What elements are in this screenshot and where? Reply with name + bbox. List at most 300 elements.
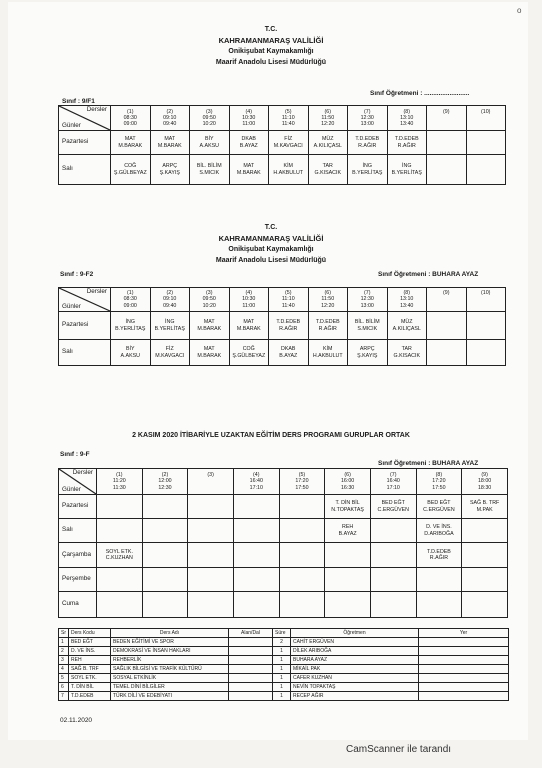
period-header-cell bbox=[416, 469, 462, 495]
period-start-time: 17:20 bbox=[432, 478, 446, 485]
school-header-2 bbox=[0, 222, 542, 266]
lesson-teacher: Ş.KAYIŞ bbox=[357, 352, 378, 359]
period-header-row bbox=[59, 288, 506, 312]
corner-mark: o bbox=[517, 6, 522, 15]
legend-row bbox=[59, 656, 509, 665]
corner-gunler-label: Günler bbox=[62, 121, 81, 129]
class-label-f2: Sınıf : 9-F2 bbox=[60, 271, 94, 278]
document-date: 02.11.2020 bbox=[60, 717, 93, 724]
lesson-teacher: B.AYAZ bbox=[239, 142, 258, 149]
period-end-time: 13:40 bbox=[400, 302, 414, 309]
legend-teacher: CAFER KUZHAN bbox=[291, 674, 419, 683]
day-name-cell: Çarşamba bbox=[59, 543, 97, 568]
lesson-teacher: M.BARAK bbox=[197, 325, 222, 332]
schedule-table-remote bbox=[58, 468, 508, 618]
lesson-cell bbox=[190, 155, 230, 185]
lesson-cell bbox=[150, 155, 190, 185]
lesson-cell bbox=[348, 155, 388, 185]
day-row bbox=[59, 592, 508, 618]
period-header-cell bbox=[462, 469, 508, 495]
legend-alan bbox=[229, 638, 273, 647]
legend-row bbox=[59, 638, 509, 647]
period-start-time: 18:00 bbox=[477, 478, 492, 485]
day-name-cell: Salı bbox=[59, 519, 97, 543]
lesson-cell bbox=[370, 592, 416, 618]
period-end-time: 11:40 bbox=[281, 121, 295, 128]
period-header-cell bbox=[269, 106, 309, 131]
header-corner-cell bbox=[59, 288, 111, 312]
lesson-cell bbox=[348, 340, 388, 366]
period-start-time: 13:10 bbox=[400, 114, 414, 121]
lesson-cell bbox=[142, 519, 188, 543]
corner-dersler-label: Dersler bbox=[72, 469, 93, 476]
lesson-code: BİL. BİLİM bbox=[196, 163, 222, 170]
legend-place bbox=[419, 683, 509, 692]
lesson-code: MAT bbox=[124, 136, 136, 143]
legend-alan bbox=[229, 665, 273, 674]
legend-header-alan: Alan/Dal bbox=[229, 629, 273, 638]
lesson-cell bbox=[269, 340, 309, 366]
lesson-cell bbox=[308, 155, 348, 185]
day-row bbox=[59, 312, 506, 340]
period-start-time: 12:30 bbox=[360, 114, 374, 121]
lesson-code: İNG bbox=[362, 163, 372, 170]
period-header-cell bbox=[190, 106, 230, 131]
legend-header-kod: Ders Kodu bbox=[69, 629, 111, 638]
lesson-cell bbox=[325, 495, 371, 519]
lesson-teacher: G.KISACIK bbox=[314, 169, 341, 176]
period-start-time: 08:30 bbox=[123, 114, 137, 121]
legend-sr: 1 bbox=[59, 638, 69, 647]
period-header-cell bbox=[150, 106, 190, 131]
lesson-teacher: M.KAVGACI bbox=[273, 142, 303, 149]
legend-place bbox=[419, 665, 509, 674]
lesson-code: MAT bbox=[243, 163, 255, 170]
period-number: (6) bbox=[324, 108, 331, 115]
class-label-9f: Sınıf : 9-F bbox=[60, 451, 90, 458]
day-name-cell: Pazartesi bbox=[59, 495, 97, 519]
lesson-cell bbox=[325, 519, 371, 543]
lesson-code: MAT bbox=[203, 346, 215, 353]
lesson-cell bbox=[370, 495, 416, 519]
legend-teacher: RECEP AĞIR bbox=[291, 692, 419, 701]
lesson-code: SAĞ B. TRF bbox=[469, 500, 500, 507]
lesson-teacher: D.ARIBOĞA bbox=[424, 530, 454, 537]
period-start-time: 09:10 bbox=[163, 296, 177, 303]
period-number: (5) bbox=[298, 472, 306, 479]
lesson-cell bbox=[142, 592, 188, 618]
scanner-footer: CamScanner ile tarandı bbox=[346, 744, 452, 755]
legend-duration: 1 bbox=[273, 674, 291, 683]
period-number: (8) bbox=[435, 472, 443, 479]
period-end-time: 12:30 bbox=[158, 484, 172, 491]
period-start-time: 11:10 bbox=[281, 296, 295, 303]
period-number: (9) bbox=[443, 290, 450, 297]
period-number: (3) bbox=[207, 472, 214, 479]
period-end-time: 10:20 bbox=[202, 121, 216, 128]
period-number: (6) bbox=[344, 472, 351, 479]
legend-row bbox=[59, 647, 509, 656]
period-end-time: 18:30 bbox=[477, 484, 492, 491]
lesson-teacher: R.AĞIR bbox=[279, 325, 298, 332]
lesson-code: MÜZ bbox=[401, 319, 413, 326]
day-name-cell: Pazartesi bbox=[59, 312, 111, 340]
period-header-cell bbox=[150, 288, 190, 312]
lesson-cell bbox=[190, 340, 230, 366]
teacher-label-f1: Sınıf Öğretmeni : ......................... bbox=[370, 90, 470, 97]
day-row bbox=[59, 340, 506, 366]
period-start-time: 11:50 bbox=[321, 296, 335, 303]
legend-teacher: NEVİN TOPAKTAŞ bbox=[291, 683, 419, 692]
period-header-cell bbox=[308, 106, 348, 131]
lesson-cell bbox=[279, 519, 325, 543]
legend-code: BED EĞT bbox=[69, 638, 111, 647]
lesson-cell bbox=[348, 312, 388, 340]
lesson-cell bbox=[387, 155, 427, 185]
lesson-cell bbox=[111, 312, 151, 340]
lesson-cell bbox=[188, 592, 234, 618]
schedule-table-f2 bbox=[58, 287, 506, 366]
period-end-time: 12:20 bbox=[321, 121, 335, 128]
lesson-code: KİM bbox=[283, 163, 293, 170]
lesson-cell bbox=[142, 543, 188, 568]
period-number: (3) bbox=[206, 108, 213, 115]
period-end-time: 12:20 bbox=[321, 302, 335, 309]
header-lise: Maarif Anadolu Lisesi Müdürlüğü bbox=[215, 59, 327, 66]
period-end-time: 11:00 bbox=[242, 121, 256, 128]
lesson-teacher: M.BARAK bbox=[118, 142, 143, 149]
period-start-time: 09:50 bbox=[202, 296, 216, 303]
period-end-time: 17:10 bbox=[386, 484, 400, 491]
legend-teacher: MİKAİL PAK bbox=[291, 665, 419, 674]
period-header-row bbox=[59, 469, 508, 495]
lesson-cell bbox=[111, 340, 151, 366]
legend-place bbox=[419, 692, 509, 701]
period-number: (4) bbox=[245, 108, 252, 115]
lesson-teacher: A.AKSU bbox=[199, 142, 219, 149]
period-number: (2) bbox=[166, 108, 173, 115]
period-start-time: 11:10 bbox=[281, 114, 295, 121]
lesson-teacher: B.YERLİTAŞ bbox=[352, 169, 383, 176]
period-header-cell bbox=[142, 469, 188, 495]
lesson-cell bbox=[188, 568, 234, 592]
legend-alan bbox=[229, 692, 273, 701]
class-label-f1: Sınıf : 9/F1 bbox=[62, 98, 95, 105]
lesson-cell bbox=[308, 340, 348, 366]
legend-sr: 3 bbox=[59, 656, 69, 665]
period-header-cell bbox=[233, 469, 279, 495]
lesson-cell bbox=[387, 312, 427, 340]
lesson-code: D. VE İNS. bbox=[426, 524, 452, 531]
lesson-cell bbox=[308, 131, 348, 155]
lesson-cell bbox=[150, 312, 190, 340]
period-end-time: 16:30 bbox=[340, 484, 355, 491]
lesson-cell bbox=[370, 568, 416, 592]
lesson-cell bbox=[97, 592, 143, 618]
lesson-cell bbox=[111, 131, 151, 155]
lesson-teacher: A.KILIÇASL bbox=[313, 142, 342, 149]
period-start-time: 09:10 bbox=[163, 114, 177, 121]
legend-sr: 2 bbox=[59, 647, 69, 656]
period-number: (10) bbox=[481, 108, 491, 115]
period-start-time: 11:50 bbox=[321, 114, 335, 121]
period-number: (5) bbox=[285, 290, 292, 297]
lesson-teacher: C.ERGÜVEN bbox=[377, 506, 410, 513]
lesson-code: İNG bbox=[402, 163, 412, 170]
legend-teacher: DİLEK ARIBOĞA bbox=[291, 647, 419, 656]
lesson-code: BED EĞT bbox=[381, 500, 405, 507]
period-start-time: 12:30 bbox=[360, 296, 374, 303]
lesson-cell bbox=[279, 543, 325, 568]
lesson-code: İNG bbox=[165, 319, 175, 326]
period-header-cell bbox=[325, 469, 371, 495]
lesson-cell bbox=[97, 543, 143, 568]
legend-code: T. DİN BİL bbox=[69, 683, 111, 692]
lesson-cell bbox=[325, 568, 371, 592]
lesson-teacher: R.AĞIR bbox=[397, 142, 416, 149]
lesson-teacher: R.AĞIR bbox=[358, 142, 377, 149]
legend-teacher: BUHARA AYAZ bbox=[291, 656, 419, 665]
period-start-time: 16:00 bbox=[340, 478, 355, 485]
lesson-cell bbox=[142, 568, 188, 592]
period-number: (5) bbox=[285, 108, 292, 115]
period-header-cell bbox=[387, 106, 427, 131]
lesson-cell bbox=[387, 131, 427, 155]
teacher-label-f2: Sınıf Öğretmeni : BUHARA AYAZ bbox=[378, 271, 479, 278]
lesson-teacher: S.MICIK bbox=[357, 325, 378, 332]
period-number: (1) bbox=[127, 290, 134, 297]
lesson-cell bbox=[466, 340, 506, 366]
lesson-teacher: G.KISACIK bbox=[393, 352, 420, 359]
legend-duration: 1 bbox=[273, 665, 291, 674]
lesson-teacher: B.YERLİTAŞ bbox=[391, 169, 422, 176]
lesson-code: SOYL ETK. bbox=[105, 548, 133, 555]
period-number: (10) bbox=[481, 290, 491, 297]
legend-teacher: CAHİT ERGÜVEN bbox=[291, 638, 419, 647]
legend-sr: 4 bbox=[59, 665, 69, 674]
lesson-cell bbox=[279, 592, 325, 618]
lesson-teacher: Ş.GÜLBEYAZ bbox=[232, 352, 266, 359]
lesson-teacher: C.ERGÜVEN bbox=[423, 506, 455, 513]
lesson-cell bbox=[348, 131, 388, 155]
period-header-row bbox=[59, 106, 506, 131]
lesson-cell bbox=[229, 131, 269, 155]
corner-gunler-label: Günler bbox=[62, 302, 81, 310]
lesson-teacher: C.KUZHAN bbox=[105, 555, 133, 561]
legend-alan bbox=[229, 683, 273, 692]
header-corner-cell bbox=[59, 469, 97, 495]
lesson-cell bbox=[233, 543, 279, 568]
period-number: (7) bbox=[364, 108, 371, 115]
lesson-code: T.D.EDEB bbox=[427, 548, 451, 555]
lesson-teacher: R.AĞIR bbox=[429, 555, 449, 561]
legend-course-name: SOSYAL ETKİNLİK bbox=[111, 674, 229, 683]
lesson-teacher: A.KILIÇASL bbox=[392, 325, 421, 332]
lesson-cell bbox=[279, 495, 325, 519]
period-end-time: 17:50 bbox=[295, 484, 309, 491]
period-end-time: 17:10 bbox=[249, 484, 263, 491]
legend-course-name: TÜRK DİLİ VE EDEBİYATI bbox=[111, 692, 229, 701]
header-kaymakamlik: Onikişubat Kaymakamlığı bbox=[228, 48, 314, 55]
lesson-cell bbox=[229, 340, 269, 366]
lesson-code: COĞ bbox=[124, 163, 137, 170]
lesson-cell bbox=[462, 495, 508, 519]
legend-row bbox=[59, 683, 509, 692]
period-header-cell bbox=[190, 288, 230, 312]
period-number: (8) bbox=[403, 290, 410, 297]
legend-code: T.D.EDEB bbox=[69, 692, 111, 701]
period-header-cell bbox=[97, 469, 143, 495]
period-end-time: 13:00 bbox=[360, 302, 374, 309]
lesson-cell bbox=[233, 568, 279, 592]
legend-duration: 2 bbox=[273, 638, 291, 647]
lesson-cell bbox=[279, 568, 325, 592]
lesson-cell bbox=[190, 131, 230, 155]
lesson-cell bbox=[188, 543, 234, 568]
lesson-teacher: B.YERLİTAŞ bbox=[115, 325, 146, 332]
legend-place bbox=[419, 638, 509, 647]
lesson-code: DKAB bbox=[281, 346, 296, 353]
period-start-time: 08:30 bbox=[123, 296, 137, 303]
schedule-table-f1 bbox=[58, 105, 506, 185]
legend-duration: 1 bbox=[273, 647, 291, 656]
period-end-time: 11:40 bbox=[281, 302, 295, 309]
legend-alan bbox=[229, 656, 273, 665]
lesson-cell bbox=[462, 592, 508, 618]
period-header-cell bbox=[348, 288, 388, 312]
legend-header-sr: Sr bbox=[59, 629, 69, 638]
day-row bbox=[59, 155, 506, 185]
lesson-code: T.D.EDEB bbox=[355, 136, 380, 143]
legend-course-name: BEDEN EĞİTİMİ VE SPOR bbox=[111, 638, 229, 647]
corner-dersler-label: Dersler bbox=[86, 288, 107, 295]
legend-alan bbox=[229, 647, 273, 656]
lesson-cell bbox=[233, 592, 279, 618]
legend-duration: 1 bbox=[273, 656, 291, 665]
period-start-time: 10:30 bbox=[242, 114, 256, 121]
period-number: (8) bbox=[403, 108, 410, 115]
day-name-cell: Cuma bbox=[59, 592, 97, 618]
period-number: (4) bbox=[245, 290, 252, 297]
lesson-teacher: M.BARAK bbox=[197, 352, 222, 359]
lesson-cell bbox=[142, 495, 188, 519]
legend-place bbox=[419, 674, 509, 683]
lesson-code: MÜZ bbox=[322, 136, 334, 143]
lesson-code: MAT bbox=[164, 136, 176, 143]
lesson-cell bbox=[229, 155, 269, 185]
day-row bbox=[59, 495, 508, 519]
period-number: (2) bbox=[166, 290, 173, 297]
legend-header-ogretmen: Öğretmen bbox=[291, 629, 419, 638]
legend-course-name: DEMOKRASİ VE İNSAN HAKLARI bbox=[111, 647, 229, 656]
lesson-code: REH bbox=[342, 524, 354, 531]
lesson-teacher: M.BARAK bbox=[236, 325, 261, 332]
lesson-code: FİZ bbox=[165, 346, 174, 353]
lesson-teacher: B.YERLİTAŞ bbox=[154, 325, 185, 332]
legend-header-row bbox=[59, 629, 509, 638]
day-name-cell: Salı bbox=[59, 155, 111, 185]
period-number: (1) bbox=[127, 108, 134, 115]
lesson-cell bbox=[150, 131, 190, 155]
lesson-cell bbox=[416, 568, 462, 592]
lesson-cell bbox=[370, 543, 416, 568]
legend-duration: 1 bbox=[273, 683, 291, 692]
period-header-cell bbox=[111, 288, 151, 312]
lesson-code: FİZ bbox=[284, 136, 293, 143]
lesson-code: TAR bbox=[401, 346, 412, 353]
lesson-teacher: M.BARAK bbox=[236, 169, 261, 176]
period-end-time: 09:40 bbox=[163, 121, 177, 128]
lesson-teacher: M.BARAK bbox=[157, 142, 182, 149]
course-legend-table bbox=[58, 628, 509, 701]
header-corner-cell bbox=[59, 106, 111, 131]
legend-code: D. VE İNS. bbox=[69, 647, 111, 656]
lesson-cell bbox=[308, 312, 348, 340]
lesson-cell bbox=[462, 519, 508, 543]
period-header-cell bbox=[427, 106, 467, 131]
lesson-cell bbox=[416, 519, 462, 543]
legend-duration: 1 bbox=[273, 692, 291, 701]
day-name-cell: Pazartesi bbox=[59, 131, 111, 155]
period-start-time: 13:10 bbox=[400, 296, 414, 303]
period-header-cell bbox=[466, 106, 506, 131]
period-start-time: 12:00 bbox=[158, 478, 172, 485]
lesson-code: BİY bbox=[204, 136, 214, 143]
remote-program-title: 2 KASIM 2020 İTİBARİYLE UZAKTAN EĞİTİM DERS PROGRAMI GURUPLAR ORTAK bbox=[132, 432, 410, 439]
period-end-time: 13:00 bbox=[360, 121, 374, 128]
day-name-cell: Perşembe bbox=[59, 568, 97, 592]
period-start-time: 10:30 bbox=[242, 296, 256, 303]
period-end-time: 09:00 bbox=[123, 302, 137, 309]
lesson-teacher: H.AKBULUT bbox=[273, 169, 304, 176]
legend-header-yer: Yer bbox=[419, 629, 509, 638]
legend-code: SAĞ B. TRF bbox=[69, 665, 111, 674]
lesson-cell bbox=[233, 519, 279, 543]
period-header-cell bbox=[348, 106, 388, 131]
period-number: (7) bbox=[390, 472, 397, 479]
lesson-teacher: A.AKSU bbox=[120, 352, 140, 359]
header-tc: T.C. bbox=[264, 26, 278, 33]
lesson-code: T.D.EDEB bbox=[276, 319, 301, 326]
lesson-teacher: M.KAVGACI bbox=[155, 352, 185, 359]
lesson-cell bbox=[188, 495, 234, 519]
day-row bbox=[59, 519, 508, 543]
lesson-code: T.D.EDEB bbox=[315, 319, 340, 326]
lesson-cell bbox=[370, 519, 416, 543]
period-start-time: 16:40 bbox=[249, 478, 263, 485]
lesson-cell bbox=[416, 592, 462, 618]
period-header-cell bbox=[370, 469, 416, 495]
lesson-code: T.D.EDEB bbox=[394, 136, 419, 143]
lesson-cell bbox=[416, 495, 462, 519]
legend-header-ad: Ders Adı bbox=[111, 629, 229, 638]
period-end-time: 13:40 bbox=[400, 121, 414, 128]
period-header-cell bbox=[229, 288, 269, 312]
lesson-cell bbox=[466, 312, 506, 340]
lesson-code: COĞ bbox=[242, 346, 255, 353]
lesson-cell bbox=[190, 312, 230, 340]
period-header-cell bbox=[387, 288, 427, 312]
period-number: (4) bbox=[253, 472, 260, 479]
legend-place bbox=[419, 656, 509, 665]
lesson-cell bbox=[269, 312, 309, 340]
period-number: (9) bbox=[443, 108, 450, 115]
day-row bbox=[59, 543, 508, 568]
period-header-cell bbox=[269, 288, 309, 312]
header-kaymakamlik: Onikişubat Kaymakamlığı bbox=[228, 246, 314, 253]
legend-alan bbox=[229, 674, 273, 683]
lesson-cell bbox=[325, 543, 371, 568]
